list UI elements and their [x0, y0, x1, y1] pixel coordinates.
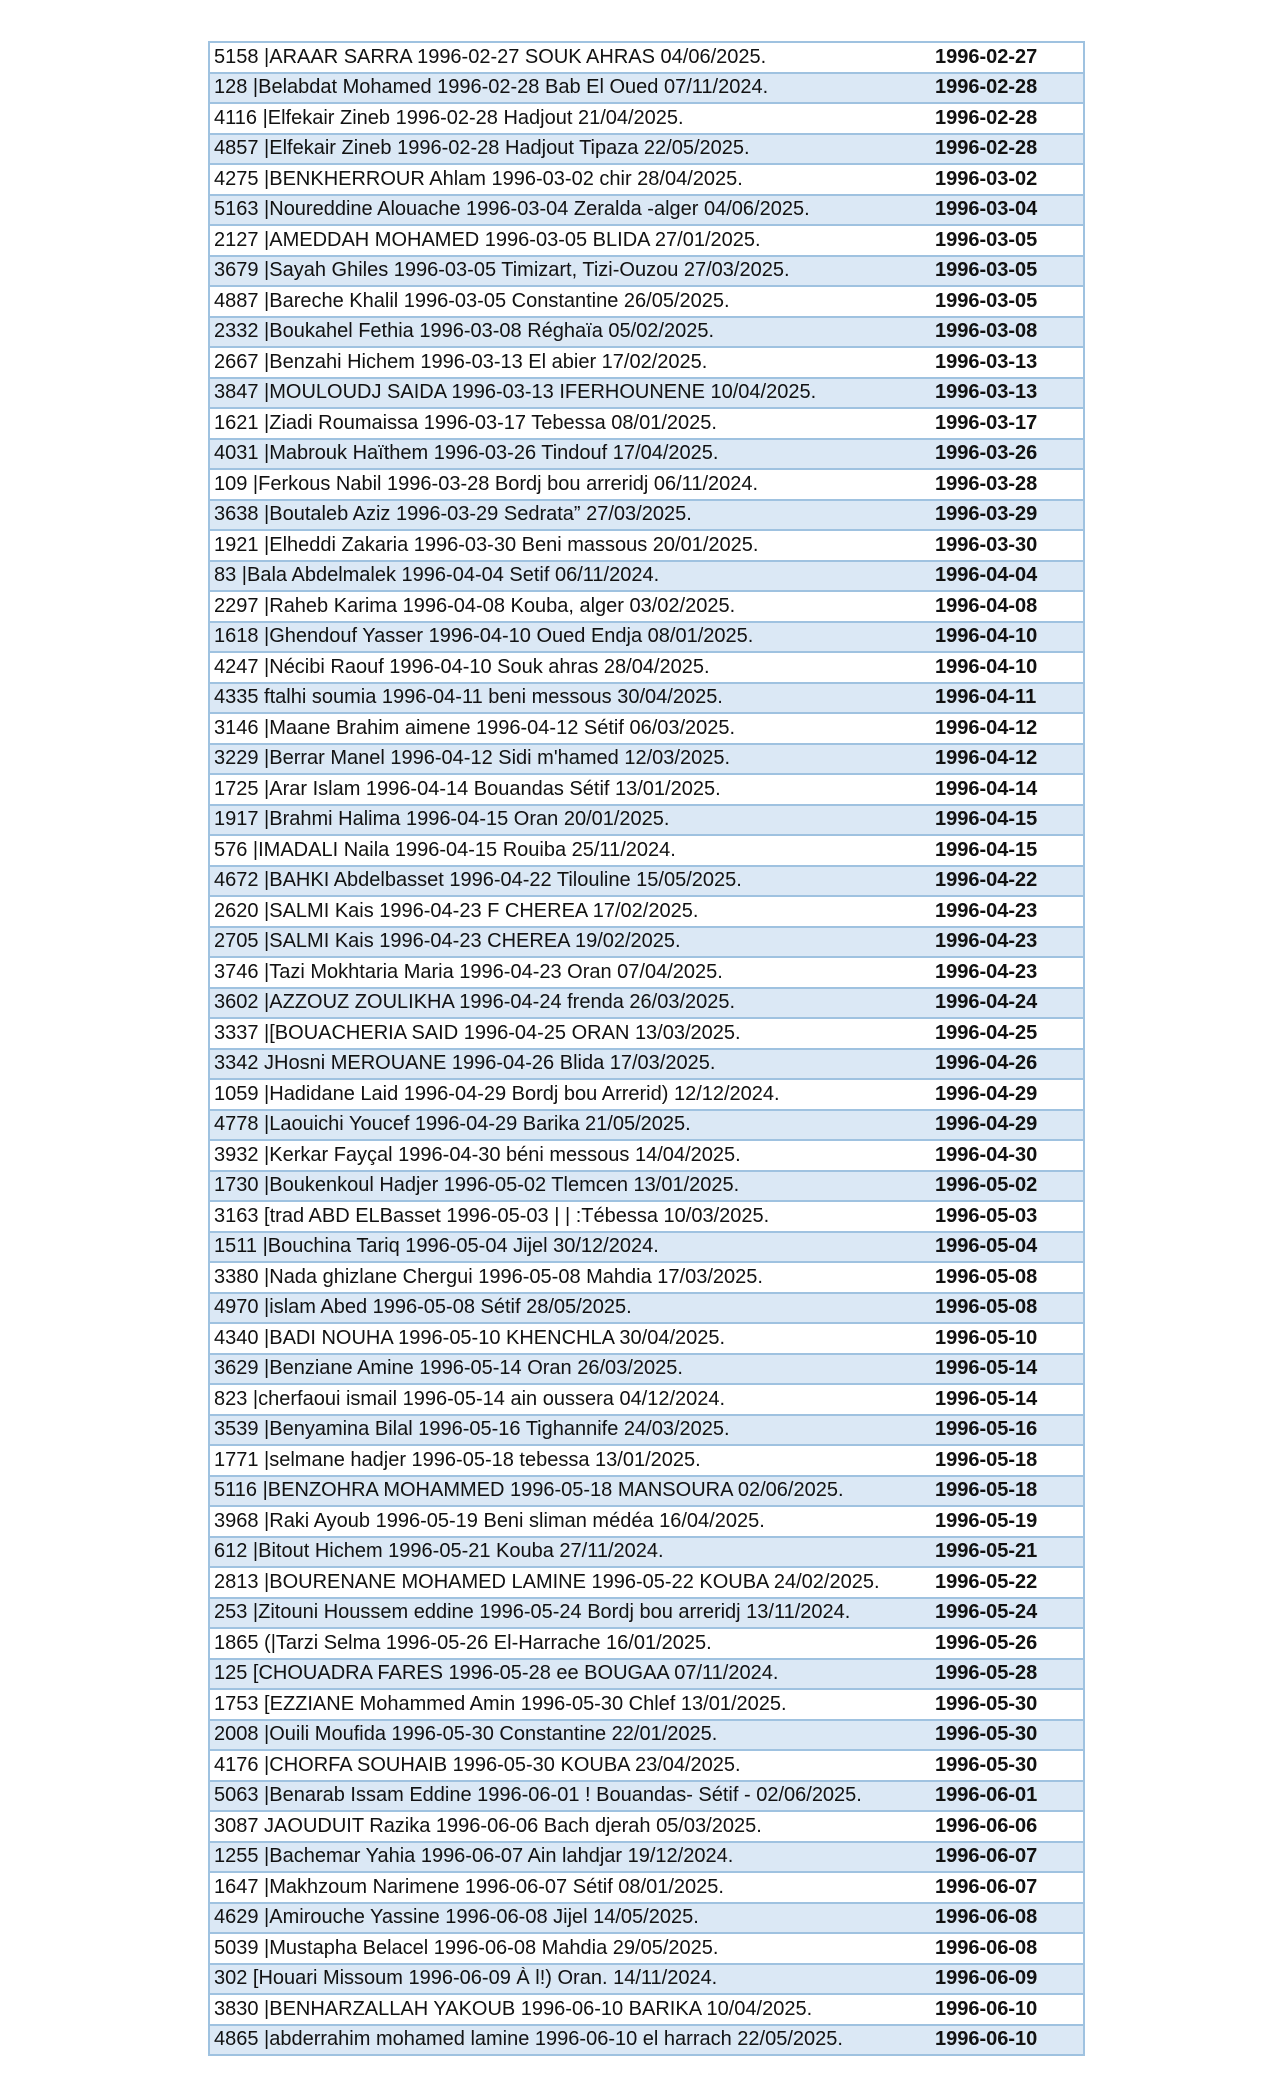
record-date: 1996-04-04	[935, 564, 1038, 587]
record-text: 3539 |Benyamina Bilal 1996-05-16 Tighannife 24/03/2025.	[214, 1418, 730, 1441]
record-date: 1996-06-01	[935, 1784, 1038, 1807]
record-text: 823 |cherfaoui ismail 1996-05-14 ain oussera 04/12/2024.	[214, 1387, 726, 1410]
record-text: 1511 |Bouchina Tariq 1996-05-04 Jijel 30/12/2024.	[214, 1235, 659, 1258]
table-row	[210, 1660, 1083, 1691]
record-text: 1917 |Brahmi Halima 1996-04-15 Oran 20/01/2025.	[214, 808, 670, 831]
record-date: 1996-05-28	[935, 1662, 1038, 1685]
table-row	[210, 1050, 1083, 1081]
record-text: 1771 |selmane hadjer 1996-05-18 tebessa 13/01/2025.	[214, 1448, 701, 1471]
table-row	[210, 1751, 1083, 1782]
table-row	[210, 1843, 1083, 1874]
table-row	[210, 1599, 1083, 1630]
record-date: 1996-05-24	[935, 1601, 1038, 1624]
record-text: 1621 |Ziadi Roumaissa 1996-03-17 Tebessa 08/01/2025.	[214, 411, 717, 434]
table-row	[210, 1721, 1083, 1752]
record-text: 3380 |Nada ghizlane Chergui 1996-05-08 Mahdia 17/03/2025.	[214, 1265, 763, 1288]
record-text: 3629 |Benziane Amine 1996-05-14 Oran 26/03/2025.	[214, 1357, 683, 1380]
record-text: 5039 |Mustapha Belacel 1996-06-08 Mahdia 29/05/2025.	[214, 1936, 719, 1959]
table-row	[210, 1446, 1083, 1477]
record-date: 1996-05-04	[935, 1235, 1038, 1258]
table-row	[210, 257, 1083, 288]
record-date: 1996-04-08	[935, 594, 1038, 617]
record-date: 1996-02-28	[935, 76, 1038, 99]
record-text: 5116 |BENZOHRA MOHAMMED 1996-05-18 MANSOURA 02/06/2025.	[214, 1479, 844, 1502]
table-row	[210, 1263, 1083, 1294]
table-row	[210, 897, 1083, 928]
table-row	[210, 1965, 1083, 1996]
record-text: 3847 |MOULOUDJ SAIDA 1996-03-13 IFERHOUNENE 10/04/2025.	[214, 381, 817, 404]
record-date: 1996-04-29	[935, 1113, 1038, 1136]
table-row	[210, 1934, 1083, 1965]
table-row	[210, 1507, 1083, 1538]
record-text: 2008 |Ouili Moufida 1996-05-30 Constantine 22/01/2025.	[214, 1723, 718, 1746]
record-date: 1996-05-16	[935, 1418, 1038, 1441]
record-text: 1865 (|Tarzi Selma 1996-05-26 El-Harrache 16/01/2025.	[214, 1631, 712, 1654]
table-row	[210, 165, 1083, 196]
record-text: 5163 |Noureddine Alouache 1996-03-04 Zeralda -alger 04/06/2025.	[214, 198, 810, 221]
record-text: 4116 |Elfekair Zineb 1996-02-28 Hadjout 21/04/2025.	[214, 106, 684, 129]
record-text: 125 [CHOUADRA FARES 1996-05-28 ee BOUGAA 07/11/2024.	[214, 1662, 779, 1685]
table-row	[210, 806, 1083, 837]
table-row	[210, 104, 1083, 135]
table-row	[210, 440, 1083, 471]
record-text: 1059 |Hadidane Laid 1996-04-29 Bordj bou Arrerid) 12/12/2024.	[214, 1082, 780, 1105]
record-date: 1996-04-11	[935, 686, 1037, 709]
record-date: 1996-05-10	[935, 1326, 1038, 1349]
record-text: 1921 |Elheddi Zakaria 1996-03-30 Beni massous 20/01/2025.	[214, 533, 759, 556]
table-row	[210, 1690, 1083, 1721]
record-text: 109 |Ferkous Nabil 1996-03-28 Bordj bou arreridj 06/11/2024.	[214, 472, 759, 495]
table-row	[210, 1080, 1083, 1111]
record-text: 576 |IMADALI Naila 1996-04-15 Rouiba 25/11/2024.	[214, 838, 676, 861]
table-row	[210, 1873, 1083, 1904]
record-date: 1996-04-10	[935, 625, 1038, 648]
table-row	[210, 928, 1083, 959]
table-row	[210, 2026, 1083, 2057]
record-date: 1996-04-22	[935, 869, 1038, 892]
record-text: 2127 |AMEDDAH MOHAMED 1996-03-05 BLIDA 27/01/2025.	[214, 228, 761, 251]
record-date: 1996-06-08	[935, 1936, 1038, 1959]
table-row	[210, 1477, 1083, 1508]
record-date: 1996-03-13	[935, 350, 1038, 373]
record-date: 1996-02-27	[935, 45, 1038, 68]
table-row	[210, 409, 1083, 440]
table-row	[210, 1416, 1083, 1447]
table-row	[210, 348, 1083, 379]
table-row	[210, 287, 1083, 318]
record-text: 2705 |SALMI Kais 1996-04-23 CHEREA 19/02/2025.	[214, 930, 681, 953]
table-row	[210, 623, 1083, 654]
record-date: 1996-02-28	[935, 137, 1038, 160]
record-text: 1618 |Ghendouf Yasser 1996-04-10 Oued Endja 08/01/2025.	[214, 625, 754, 648]
table-row	[210, 74, 1083, 105]
table-row	[210, 1355, 1083, 1386]
record-date: 1996-04-23	[935, 930, 1038, 953]
record-date: 1996-05-02	[935, 1174, 1038, 1197]
record-date: 1996-05-19	[935, 1509, 1038, 1532]
record-date: 1996-06-09	[935, 1967, 1038, 1990]
record-text: 128 |Belabdat Mohamed 1996-02-28 Bab El Oued 07/11/2024.	[214, 76, 769, 99]
record-date: 1996-05-08	[935, 1265, 1038, 1288]
record-date: 1996-03-04	[935, 198, 1038, 221]
record-text: 1255 |Bachemar Yahia 1996-06-07 Ain lahdjar 19/12/2024.	[214, 1845, 734, 1868]
record-date: 1996-05-21	[935, 1540, 1038, 1563]
record-date: 1996-05-18	[935, 1448, 1038, 1471]
record-date: 1996-06-06	[935, 1814, 1038, 1837]
record-date: 1996-04-14	[935, 777, 1038, 800]
record-text: 2620 |SALMI Kais 1996-04-23 F CHEREA 17/02/2025.	[214, 899, 699, 922]
record-text: 612 |Bitout Hichem 1996-05-21 Kouba 27/11/2024.	[214, 1540, 664, 1563]
record-date: 1996-05-08	[935, 1296, 1038, 1319]
table-row	[210, 1202, 1083, 1233]
record-date: 1996-05-18	[935, 1479, 1038, 1502]
record-text: 3932 |Kerkar Fayçal 1996-04-30 béni messous 14/04/2025.	[214, 1143, 741, 1166]
table-row	[210, 1233, 1083, 1264]
record-date: 1996-04-23	[935, 960, 1038, 983]
record-date: 1996-04-12	[935, 716, 1038, 739]
record-text: 2297 |Raheb Karima 1996-04-08 Kouba, alger 03/02/2025.	[214, 594, 736, 617]
table-row	[210, 836, 1083, 867]
table-row	[210, 470, 1083, 501]
record-text: 3830 |BENHARZALLAH YAKOUB 1996-06-10 BARIKA 10/04/2025.	[214, 1997, 813, 2020]
record-date: 1996-03-02	[935, 167, 1038, 190]
table-row	[210, 1385, 1083, 1416]
record-date: 1996-06-08	[935, 1906, 1038, 1929]
table-row	[210, 1294, 1083, 1325]
record-text: 5158 |ARAAR SARRA 1996-02-27 SOUK AHRAS 04/06/2025.	[214, 45, 767, 68]
record-date: 1996-04-15	[935, 838, 1038, 861]
record-text: 3146 |Maane Brahim aimene 1996-04-12 Sétif 06/03/2025.	[214, 716, 736, 739]
record-text: 4672 |BAHKI Abdelbasset 1996-04-22 Tilouline 15/05/2025.	[214, 869, 742, 892]
table-row	[210, 1019, 1083, 1050]
record-text: 4031 |Mabrouk Haïthem 1996-03-26 Tindouf 17/04/2025.	[214, 442, 719, 465]
record-text: 302 [Houari Missoum 1996-06-09 À l!) Oran. 14/11/2024.	[214, 1967, 718, 1990]
record-date: 1996-03-05	[935, 259, 1038, 282]
record-text: 83 |Bala Abdelmalek 1996-04-04 Setif 06/11/2024.	[214, 564, 660, 587]
table-row	[210, 531, 1083, 562]
record-date: 1996-02-28	[935, 106, 1038, 129]
record-date: 1996-06-07	[935, 1845, 1038, 1868]
table-row	[210, 562, 1083, 593]
record-text: 4865 |abderrahim mohamed lamine 1996-06-10 el harrach 22/05/2025.	[214, 2028, 843, 2051]
record-text: 4335 ftalhi soumia 1996-04-11 beni messous 30/04/2025.	[214, 686, 723, 709]
table-row	[210, 226, 1083, 257]
record-date: 1996-05-14	[935, 1357, 1038, 1380]
record-text: 5063 |Benarab Issam Eddine 1996-06-01 ! Bouandas- Sétif - 02/06/2025.	[214, 1784, 862, 1807]
record-text: 4247 |Nécibi Raouf 1996-04-10 Souk ahras 28/04/2025.	[214, 655, 710, 678]
record-text: 3602 |AZZOUZ ZOULIKHA 1996-04-24 frenda 26/03/2025.	[214, 991, 736, 1014]
record-text: 2813 |BOURENANE MOHAMED LAMINE 1996-05-22 KOUBA 24/02/2025.	[214, 1570, 880, 1593]
record-date: 1996-03-29	[935, 503, 1038, 526]
record-date: 1996-05-30	[935, 1692, 1038, 1715]
record-text: 3087 JAOUDUIT Razika 1996-06-06 Bach djerah 05/03/2025.	[214, 1814, 762, 1837]
table-row	[210, 1568, 1083, 1599]
table-row	[210, 1538, 1083, 1569]
record-text: 3746 |Tazi Mokhtaria Maria 1996-04-23 Oran 07/04/2025.	[214, 960, 723, 983]
record-text: 3342 JHosni MEROUANE 1996-04-26 Blida 17/03/2025.	[214, 1052, 716, 1075]
table-row	[210, 1324, 1083, 1355]
table-row	[210, 592, 1083, 623]
record-text: 4340 |BADI NOUHA 1996-05-10 KHENCHLA 30/04/2025.	[214, 1326, 726, 1349]
record-text: 1647 |Makhzoum Narimene 1996-06-07 Sétif 08/01/2025.	[214, 1875, 724, 1898]
record-text: 3679 |Sayah Ghiles 1996-03-05 Timizart, Tizi-Ouzou 27/03/2025.	[214, 259, 790, 282]
record-date: 1996-06-10	[935, 1997, 1038, 2020]
record-text: 3337 |[BOUACHERIA SAID 1996-04-25 ORAN 13/03/2025.	[214, 1021, 741, 1044]
record-text: 2332 |Boukahel Fethia 1996-03-08 Réghaïa 05/02/2025.	[214, 320, 715, 343]
table-row	[210, 318, 1083, 349]
records-table	[208, 41, 1085, 2056]
table-row	[210, 989, 1083, 1020]
record-date: 1996-04-24	[935, 991, 1038, 1014]
table-row	[210, 867, 1083, 898]
record-date: 1996-06-07	[935, 1875, 1038, 1898]
record-date: 1996-03-17	[935, 411, 1038, 434]
table-row	[210, 958, 1083, 989]
record-text: 3638 |Boutaleb Aziz 1996-03-29 Sedrata” 27/03/2025.	[214, 503, 692, 526]
record-text: 4629 |Amirouche Yassine 1996-06-08 Jijel 14/05/2025.	[214, 1906, 699, 1929]
table-row	[210, 1629, 1083, 1660]
table-row	[210, 1782, 1083, 1813]
record-date: 1996-04-15	[935, 808, 1038, 831]
record-text: 1753 [EZZIANE Mohammed Amin 1996-05-30 Chlef 13/01/2025.	[214, 1692, 787, 1715]
record-text: 4970 |islam Abed 1996-05-08 Sétif 28/05/2025.	[214, 1296, 632, 1319]
record-date: 1996-03-08	[935, 320, 1038, 343]
table-row	[210, 379, 1083, 410]
table-row	[210, 1111, 1083, 1142]
record-date: 1996-04-10	[935, 655, 1038, 678]
record-date: 1996-04-30	[935, 1143, 1038, 1166]
table-row	[210, 135, 1083, 166]
record-date: 1996-04-29	[935, 1082, 1038, 1105]
record-date: 1996-04-26	[935, 1052, 1038, 1075]
record-date: 1996-06-10	[935, 2028, 1038, 2051]
record-date: 1996-05-22	[935, 1570, 1038, 1593]
record-date: 1996-04-23	[935, 899, 1038, 922]
record-text: 4176 |CHORFA SOUHAIB 1996-05-30 KOUBA 23/04/2025.	[214, 1753, 741, 1776]
record-text: 4275 |BENKHERROUR Ahlam 1996-03-02 chir 28/04/2025.	[214, 167, 743, 190]
record-text: 1730 |Boukenkoul Hadjer 1996-05-02 Tlemcen 13/01/2025.	[214, 1174, 740, 1197]
table-row	[210, 745, 1083, 776]
record-text: 3229 |Berrar Manel 1996-04-12 Sidi m'hamed 12/03/2025.	[214, 747, 731, 770]
record-text: 1725 |Arar Islam 1996-04-14 Bouandas Sétif 13/01/2025.	[214, 777, 721, 800]
record-date: 1996-04-25	[935, 1021, 1038, 1044]
table-row	[210, 684, 1083, 715]
record-text: 4857 |Elfekair Zineb 1996-02-28 Hadjout Tipaza 22/05/2025.	[214, 137, 750, 160]
table-row	[210, 1904, 1083, 1935]
record-date: 1996-05-26	[935, 1631, 1038, 1654]
table-row	[210, 653, 1083, 684]
record-text: 4887 |Bareche Khalil 1996-03-05 Constantine 26/05/2025.	[214, 289, 730, 312]
record-date: 1996-05-30	[935, 1753, 1038, 1776]
table-row	[210, 43, 1083, 74]
record-text: 2667 |Benzahi Hichem 1996-03-13 El abier 17/02/2025.	[214, 350, 708, 373]
record-date: 1996-03-28	[935, 472, 1038, 495]
record-text: 4778 |Laouichi Youcef 1996-04-29 Barika 21/05/2025.	[214, 1113, 691, 1136]
record-date: 1996-05-30	[935, 1723, 1038, 1746]
record-date: 1996-05-03	[935, 1204, 1038, 1227]
record-date: 1996-04-12	[935, 747, 1038, 770]
record-date: 1996-03-30	[935, 533, 1038, 556]
table-row	[210, 1141, 1083, 1172]
record-text: 3163 [trad ABD ELBasset 1996-05-03 | | :Tébessa 10/03/2025.	[214, 1204, 770, 1227]
table-row	[210, 196, 1083, 227]
record-date: 1996-03-26	[935, 442, 1038, 465]
record-date: 1996-03-05	[935, 228, 1038, 251]
table-row	[210, 1172, 1083, 1203]
record-date: 1996-05-14	[935, 1387, 1038, 1410]
record-text: 3968 |Raki Ayoub 1996-05-19 Beni sliman médéa 16/04/2025.	[214, 1509, 765, 1532]
record-text: 253 |Zitouni Houssem eddine 1996-05-24 Bordj bou arreridj 13/11/2024.	[214, 1601, 851, 1624]
table-row	[210, 501, 1083, 532]
table-row	[210, 1995, 1083, 2026]
table-row	[210, 775, 1083, 806]
table-row	[210, 1812, 1083, 1843]
record-date: 1996-03-05	[935, 289, 1038, 312]
table-row	[210, 714, 1083, 745]
record-date: 1996-03-13	[935, 381, 1038, 404]
